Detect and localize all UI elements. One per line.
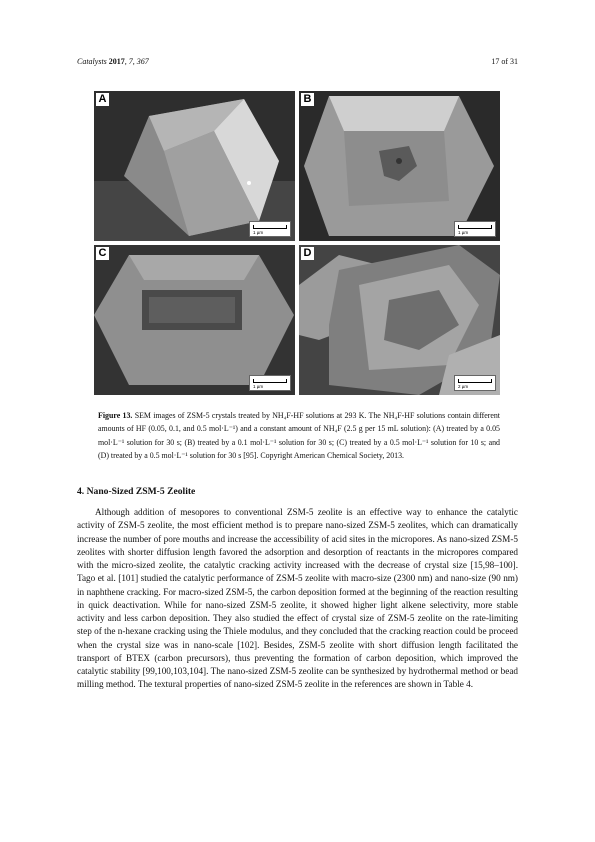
sem-image-b: [299, 91, 500, 241]
journal-citation: Catalysts 2017, 7, 367: [77, 57, 149, 66]
panel-label-c: C: [96, 247, 109, 260]
scale-bar-c: 1 µm: [249, 375, 291, 391]
scale-bar-d: 2 µm: [454, 375, 496, 391]
sem-image-d: [299, 245, 500, 395]
sem-image-c: [94, 245, 295, 395]
caption-text: SEM images of ZSM-5 crystals treated by NH₄F-HF solutions at 293 K. The NH₄F-HF solutions contain different amounts of HF (0.05, 0.1, and 0.5 mol·L⁻¹) and a constant amount of NH₄F (2.5 g per 15 mL solution): (A) treated by a 0.05 mol·L⁻¹ solution for 30 s; (B) treated by a 0.1 mol·L⁻¹ solution for 30 s; (C) treated by a 0.5 mol·L⁻¹ solution for 10 s; and (D) treated by a 0.5 mol·L⁻¹ solution for 30 s [95]. Copyright American Chemical Society, 2013.: [98, 411, 500, 460]
sem-panel-c: [94, 245, 295, 395]
panel-label-b: B: [301, 93, 314, 106]
panel-label-a: A: [96, 93, 109, 106]
body-paragraph: Although addition of mesopores to conventional ZSM-5 zeolite is an effective way to enhance the catalytic activity of ZSM-5 zeolite, the most efficient method is to prepare nano-sized ZSM-5 zeolites, which can dramatically increase the number of pore mouths and increase the accessibility of acid sites in the micropores. As nano-sized ZSM-5 zeolites with shorter diffusion length favored the adsorption and desorption of reactants in the micropores compared with the micro-sized zeolite, the catalytic cracking activity increased with the decrease of crystal size [15,98–100]. Tago et al. [101] studied the catalytic performance of ZSM-5 zeolite with macro-size (2300 nm) and nano-size (90 nm) in naphthene cracking. For macro-sized ZSM-5, the carbon deposition formed at the beginning of the reaction resulting in quick deactivation. While for nano-sized ZSM-5 zeolite, it showed higher light alkene selectivity, more stable activity and less carbon deposition. They also studied the effect of crystal size of ZSM-5 zeolite on the rate-limiting step of the n-hexane cracking using the Thiele modulus, and they concluded that the cracking reaction could be proceed when the crystal size was in nano-scale [102]. Besides, ZSM-5 zeolite with short diffusion length facilitated the transport of BTEX (carbon precursors), thus preventing the formation of carbon deposition, which improved the catalytic stability [99,100,103,104]. The nano-sized ZSM-5 zeolite can be synthesized by hydrothermal method or bead milling method. The textural properties of nano-sized ZSM-5 zeolite in the references are shown in Table 4.: [77, 507, 518, 690]
scale-bar-a: 1 µm: [249, 221, 291, 237]
scale-bar-b: 1 µm: [454, 221, 496, 237]
figure-label: Figure 13.: [98, 411, 133, 420]
page-number: 17 of 31: [491, 57, 518, 66]
sem-image-a: [94, 91, 295, 241]
figure-caption: [98, 409, 500, 462]
section-heading: 4. Nano-Sized ZSM-5 Zeolite: [77, 486, 196, 497]
sem-figure: [94, 91, 501, 397]
sem-panel-d: [299, 245, 500, 395]
sem-panel-b: [299, 91, 500, 241]
panel-label-d: D: [301, 247, 314, 260]
sem-panel-a: [94, 91, 295, 241]
